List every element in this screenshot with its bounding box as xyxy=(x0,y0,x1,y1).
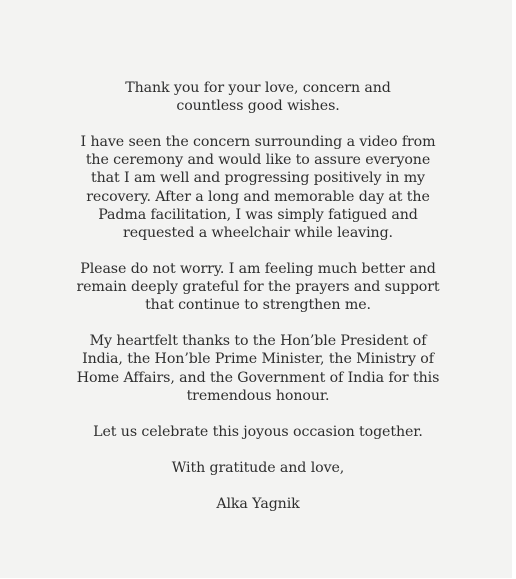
health-update-paragraph: I have seen the concern surrounding a video from the ceremony and would like to assure everyone that I am well and progressing positively in my recovery. After a long and memorable day at the Padma facilitation, I was simply fatigued and requested a wheelchair while leaving. xyxy=(80,134,436,241)
statement-text xyxy=(60,79,456,513)
closing-line: With gratitude and love, xyxy=(171,459,345,476)
celebration-paragraph: Let us celebrate this joyous occasion together. xyxy=(93,423,423,440)
greeting-paragraph: Thank you for your love, concern and countless good wishes. xyxy=(125,80,391,115)
signature: Alka Yagnik xyxy=(216,496,300,513)
thanks-paragraph: My heartfelt thanks to the Hon’ble President of India, the Hon’ble Prime Minister, the Ministry of Home Affairs, and the Government of India for this tremendous honour. xyxy=(76,333,440,404)
reassurance-paragraph: Please do not worry. I am feeling much better and remain deeply grateful for the prayers and support that continue to strengthen me. xyxy=(76,260,440,314)
